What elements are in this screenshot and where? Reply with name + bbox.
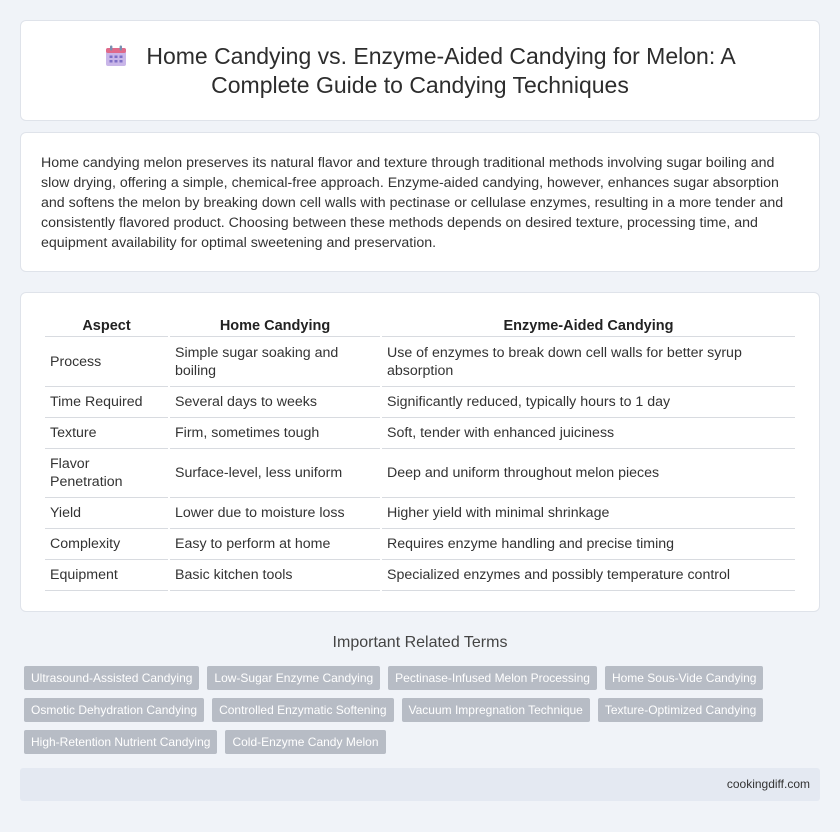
table-cell: Basic kitchen tools [170, 560, 380, 591]
footer-site-link[interactable]: cookingdiff.com [726, 777, 810, 791]
footer [20, 768, 820, 801]
table-row [45, 387, 795, 418]
table-cell: Flavor Penetration [45, 449, 168, 498]
table-cell: Firm, sometimes tough [170, 418, 380, 449]
table-header-row [45, 313, 795, 337]
table-cell: Surface-level, less uniform [170, 449, 380, 498]
table-cell: Soft, tender with enhanced juiciness [382, 418, 795, 449]
table-cell: Easy to perform at home [170, 529, 380, 560]
table-cell: Yield [45, 498, 168, 529]
table-row [45, 337, 795, 387]
page-title [80, 42, 760, 100]
table-cell: Equipment [45, 560, 168, 591]
header-enzyme-aided-candying: Enzyme-Aided Candying [382, 313, 795, 337]
header-home-candying: Home Candying [170, 313, 380, 337]
tag-osmotic-dehydration-candying[interactable]: Osmotic Dehydration Candying [24, 698, 204, 722]
tag-home-sous-vide-candying[interactable]: Home Sous-Vide Candying [605, 666, 764, 690]
table-cell: Texture [45, 418, 168, 449]
comparison-table-card [20, 292, 820, 612]
calendar-icon [104, 44, 128, 68]
tag-high-retention-nutrient-candying[interactable]: High-Retention Nutrient Candying [24, 730, 217, 754]
page-title-text: Home Candying vs. Enzyme-Aided Candying for Melon: A Complete Guide to Candying Techniques [146, 42, 736, 98]
header-card [20, 20, 820, 121]
table-row [45, 529, 795, 560]
tag-ultrasound-assisted-candying[interactable]: Ultrasound-Assisted Candying [24, 666, 199, 690]
related-terms-tags [24, 666, 804, 754]
table-cell: Requires enzyme handling and precise timing [382, 529, 795, 560]
table-row [45, 498, 795, 529]
table-cell: Specialized enzymes and possibly temperature control [382, 560, 795, 591]
table-row [45, 560, 795, 591]
intro-paragraph: Home candying melon preserves its natural flavor and texture through traditional methods involving sugar boiling and slow drying, offering a simple, chemical-free approach. Enzyme-aided candying, however, enhances sugar absorption and softens the melon by breaking down cell walls with pectinase or cellulase enzymes, resulting in a more tender and consistently flavored product. Choosing between these methods depends on desired texture, processing time, and equipment availability for optimal sweetening and preservation. [41, 155, 784, 251]
tag-controlled-enzymatic-softening[interactable]: Controlled Enzymatic Softening [212, 698, 393, 722]
tag-low-sugar-enzyme-candying[interactable]: Low-Sugar Enzyme Candying [207, 666, 380, 690]
table-cell: Use of enzymes to break down cell walls for better syrup absorption [382, 337, 795, 387]
table-cell: Simple sugar soaking and boiling [170, 337, 380, 387]
comparison-table [43, 313, 797, 591]
table-cell: Complexity [45, 529, 168, 560]
table-cell: Process [45, 337, 168, 387]
table-row [45, 449, 795, 498]
table-cell: Higher yield with minimal shrinkage [382, 498, 795, 529]
table-cell: Significantly reduced, typically hours to 1 day [382, 387, 795, 418]
header-aspect: Aspect [45, 313, 168, 337]
related-terms-title: Important Related Terms [332, 634, 508, 651]
tag-vacuum-impregnation-technique[interactable]: Vacuum Impregnation Technique [402, 698, 590, 722]
intro-card [20, 132, 820, 272]
table-row [45, 418, 795, 449]
tag-texture-optimized-candying[interactable]: Texture-Optimized Candying [598, 698, 763, 722]
table-cell: Deep and uniform throughout melon pieces [382, 449, 795, 498]
tag-pectinase-infused-melon-processing[interactable]: Pectinase-Infused Melon Processing [388, 666, 597, 690]
table-cell: Time Required [45, 387, 168, 418]
table-cell: Lower due to moisture loss [170, 498, 380, 529]
table-cell: Several days to weeks [170, 387, 380, 418]
tag-cold-enzyme-candy-melon[interactable]: Cold-Enzyme Candy Melon [225, 730, 385, 754]
